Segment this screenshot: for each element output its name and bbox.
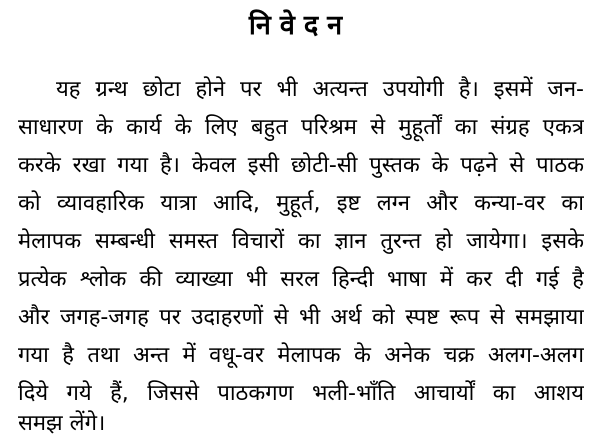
paragraph-line-9: दिये गये हैं, जिससे पाठकगण भली-भाँति आचार्यों का आशय [18,381,584,406]
paragraph-line-8: गया है तथा अन्त में वधू-वर मेलापक के अनेक चक्र अलग-अलग [18,343,584,368]
paragraph-line-7: और जगह-जगह पर उदाहरणों से भी अर्थ को स्पष्ट रूप से समझाया [18,305,584,330]
paragraph-line-3: करके रखा गया है। केवल इसी छोटी-सी पुस्तक के पढ़ने से पाठक [18,153,584,178]
document-title: निवेदन [248,10,352,41]
paragraph-line-5: मेलापक सम्बन्धी समस्त विचारों का ज्ञान तुरन्त हो जायेगा। इसके [18,229,584,254]
paragraph-line-4: को व्यावहारिक यात्रा आदि, मुहूर्त, इष्ट लग्न और कन्या-वर का [18,191,584,216]
paragraph-line-6: प्रत्येक श्लोक की व्याख्या भी सरल हिन्दी भाषा में कर दी गई है [18,267,584,292]
paragraph-line-2: साधारण के कार्य के लिए बहुत परिश्रम से मुहूर्तों का संग्रह एकत्र [18,115,584,140]
paragraph-line-10: समझ लेंगे। [18,411,106,436]
paragraph-line-1: यह ग्रन्थ छोटा होने पर भी अत्यन्त उपयोगी है। इसमें जन- [56,77,584,102]
